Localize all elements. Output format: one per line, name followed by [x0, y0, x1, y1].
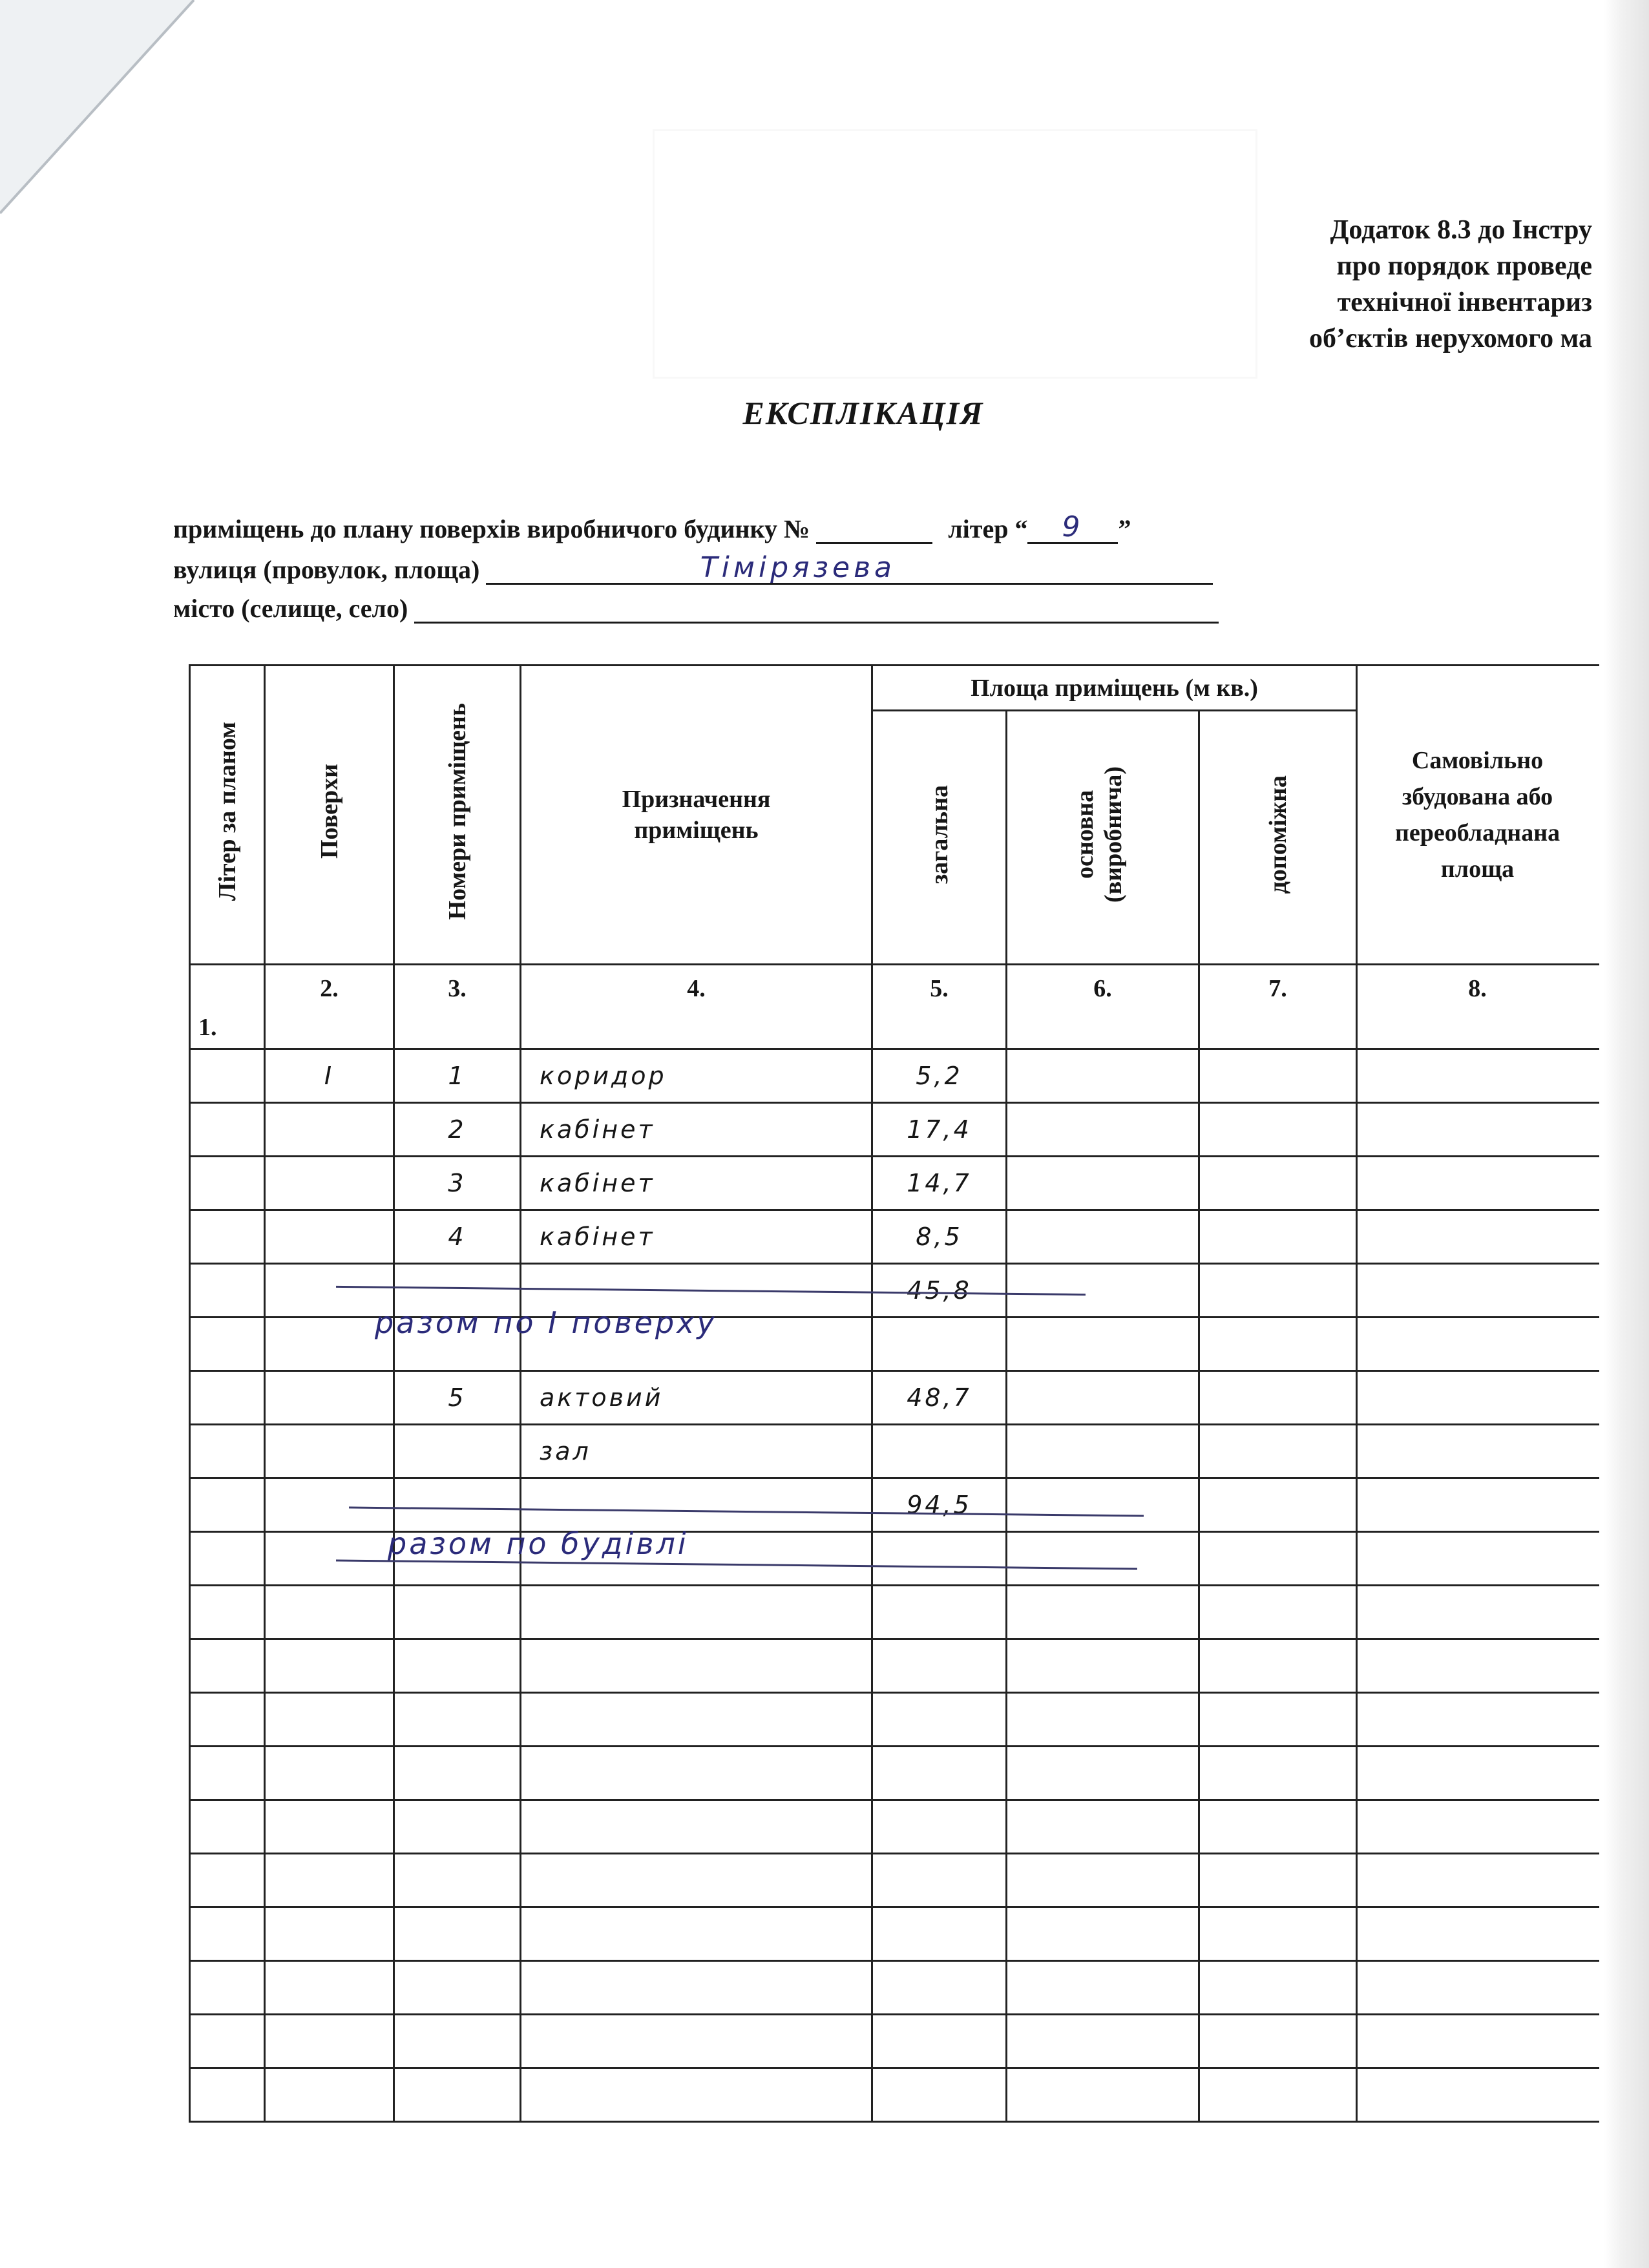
liter-field[interactable]	[1027, 510, 1118, 544]
cell-liter[interactable]	[190, 1318, 265, 1371]
table-row	[190, 2015, 1599, 2068]
liter-label: літер “	[948, 514, 1028, 543]
cell-liter[interactable]	[190, 1371, 265, 1425]
cell-total[interactable]	[872, 1854, 1007, 1907]
cell-aux[interactable]	[1199, 2015, 1357, 2068]
cell-main[interactable]	[1007, 2015, 1199, 2068]
cell-purpose[interactable]	[521, 1478, 872, 1532]
cell-purpose[interactable]	[521, 1693, 872, 1747]
cell-liter[interactable]	[190, 1747, 265, 1800]
cell-unauth[interactable]	[1357, 1854, 1599, 1907]
cell-purpose[interactable]	[521, 2015, 872, 2068]
cell-number[interactable]	[394, 2015, 521, 2068]
cell-main[interactable]	[1007, 1103, 1199, 1157]
cell-purpose[interactable]	[521, 1747, 872, 1800]
page-edge-shadow	[1604, 0, 1649, 2268]
cell-aux[interactable]	[1199, 1478, 1357, 1532]
cell-main[interactable]	[1007, 1854, 1199, 1907]
cell-floor[interactable]: I	[265, 1049, 394, 1103]
cell-unauth[interactable]	[1357, 2068, 1599, 2122]
cell-purpose[interactable]: зал	[521, 1425, 872, 1478]
cell-purpose[interactable]	[521, 1586, 872, 1639]
cell-total[interactable]	[872, 2068, 1007, 2122]
cell-unauth[interactable]	[1357, 1586, 1599, 1639]
col-number-5: 5.	[872, 965, 1007, 1049]
cell-unauth[interactable]	[1357, 2015, 1599, 2068]
cell-purpose[interactable]: кабінет	[521, 1157, 872, 1210]
cell-floor[interactable]	[265, 1639, 394, 1693]
cell-main[interactable]	[1007, 1371, 1199, 1425]
cell-unauth[interactable]	[1357, 1210, 1599, 1264]
cell-number[interactable]: 2	[394, 1103, 521, 1157]
cell-aux[interactable]	[1199, 1961, 1357, 2015]
table-row	[190, 1478, 1599, 1532]
cell-main[interactable]	[1007, 1907, 1199, 1961]
cell-main[interactable]	[1007, 1049, 1199, 1103]
addendum-line-3: технічної інвентариз	[1337, 288, 1592, 317]
cell-unauth[interactable]	[1357, 1371, 1599, 1425]
cell-aux[interactable]	[1199, 1264, 1357, 1318]
cell-unauth[interactable]	[1357, 1478, 1599, 1532]
column-number-row	[190, 965, 1599, 1049]
cell-number[interactable]: 4	[394, 1210, 521, 1264]
cell-unauth[interactable]	[1357, 1907, 1599, 1961]
cell-aux[interactable]	[1199, 1210, 1357, 1264]
cell-main[interactable]	[1007, 1157, 1199, 1210]
cell-floor[interactable]	[265, 1210, 394, 1264]
addendum-line-2: про порядок проведе	[1336, 251, 1592, 281]
cell-purpose[interactable]: актовий	[521, 1371, 872, 1425]
cell-number[interactable]: 3	[394, 1157, 521, 1210]
cell-unauth[interactable]	[1357, 1318, 1599, 1371]
cell-floor[interactable]	[265, 1371, 394, 1425]
table-row	[190, 1586, 1599, 1639]
cell-floor[interactable]	[265, 1478, 394, 1532]
cell-unauth[interactable]	[1357, 1157, 1599, 1210]
header-liter-text: Літер за планом	[213, 722, 241, 901]
header-total-text: загальна	[925, 784, 953, 884]
cell-liter[interactable]	[190, 1103, 265, 1157]
cell-unauth[interactable]	[1357, 1103, 1599, 1157]
cell-liter[interactable]	[190, 1264, 265, 1318]
cell-aux[interactable]	[1199, 1425, 1357, 1478]
explication-table	[189, 664, 1599, 2123]
addendum-reference	[1309, 212, 1592, 357]
table-row	[190, 1157, 1599, 1210]
cell-main[interactable]	[1007, 1693, 1199, 1747]
cell-purpose[interactable]	[521, 1800, 872, 1854]
cell-unauth[interactable]	[1357, 1693, 1599, 1747]
header-purpose-text: Призначення приміщень	[622, 786, 771, 844]
cell-total[interactable]	[872, 1800, 1007, 1854]
cell-liter[interactable]	[190, 1800, 265, 1854]
cell-unauth[interactable]	[1357, 1961, 1599, 2015]
table-row	[190, 1961, 1599, 2015]
cell-number[interactable]	[394, 1639, 521, 1693]
cell-aux[interactable]	[1199, 1157, 1357, 1210]
cell-main[interactable]	[1007, 2068, 1199, 2122]
table-row	[190, 1800, 1599, 1854]
cell-total[interactable]: 48,7	[872, 1371, 1007, 1425]
cell-main[interactable]	[1007, 1318, 1199, 1371]
cell-total[interactable]	[872, 1318, 1007, 1371]
col-number-2: 2.	[265, 965, 394, 1049]
header-unauthorized	[1357, 666, 1599, 965]
cell-total[interactable]	[872, 1639, 1007, 1693]
cell-floor[interactable]	[265, 1586, 394, 1639]
cell-number[interactable]	[394, 1478, 521, 1532]
cell-total[interactable]	[872, 1586, 1007, 1639]
cell-liter[interactable]	[190, 1854, 265, 1907]
header-main-text: основна (виробнича)	[1071, 766, 1127, 903]
subtotal-floor-label: разом по I поверху	[375, 1305, 717, 1340]
cell-purpose[interactable]	[521, 1961, 872, 2015]
cell-aux[interactable]	[1199, 1800, 1357, 1854]
cell-purpose[interactable]	[521, 2068, 872, 2122]
cell-main[interactable]	[1007, 1800, 1199, 1854]
table-row	[190, 1693, 1599, 1747]
cell-floor[interactable]	[265, 2015, 394, 2068]
table-row	[190, 1639, 1599, 1693]
cell-floor[interactable]	[265, 1532, 394, 1586]
table-row	[190, 1049, 1599, 1103]
folded-corner	[0, 0, 246, 233]
cell-liter[interactable]	[190, 2015, 265, 2068]
cell-unauth[interactable]	[1357, 1425, 1599, 1478]
cell-aux[interactable]	[1199, 1907, 1357, 1961]
table-row	[190, 1854, 1599, 1907]
cell-number[interactable]	[394, 1961, 521, 2015]
cell-number[interactable]	[394, 1586, 521, 1639]
cell-liter[interactable]	[190, 1961, 265, 2015]
cell-total[interactable]	[872, 1747, 1007, 1800]
cell-aux[interactable]	[1199, 1371, 1357, 1425]
cell-total[interactable]	[872, 1425, 1007, 1478]
cell-liter[interactable]	[190, 1639, 265, 1693]
cell-total[interactable]	[872, 1693, 1007, 1747]
cell-total[interactable]: 17,4	[872, 1103, 1007, 1157]
city-field[interactable]	[414, 600, 1219, 624]
cell-number[interactable]	[394, 2068, 521, 2122]
cell-number[interactable]	[394, 1747, 521, 1800]
cell-number[interactable]: 5	[394, 1371, 521, 1425]
header-auxiliary-text: допоміжна	[1264, 775, 1292, 894]
col-number-6: 6.	[1007, 965, 1199, 1049]
cell-liter[interactable]	[190, 1210, 265, 1264]
header-floors	[265, 666, 394, 965]
col-number-3: 3.	[394, 965, 521, 1049]
premises-label: приміщень до плану поверхів виробничого будинку №	[173, 514, 810, 543]
cell-liter[interactable]	[190, 1478, 265, 1532]
cell-floor[interactable]	[265, 1103, 394, 1157]
document-title: ЕКСПЛІКАЦІЯ	[742, 395, 984, 431]
cell-aux[interactable]	[1199, 1103, 1357, 1157]
cell-total[interactable]: 45,8	[872, 1264, 1007, 1318]
header-unauthorized-text: Самовільно збудована або переобладнана площа	[1394, 747, 1560, 883]
cell-liter[interactable]	[190, 1157, 265, 1210]
header-main	[1007, 711, 1199, 965]
cell-main[interactable]	[1007, 1425, 1199, 1478]
street-field[interactable]	[486, 551, 1213, 585]
cell-floor[interactable]	[265, 1907, 394, 1961]
cell-floor[interactable]	[265, 1693, 394, 1747]
cell-total[interactable]	[872, 1961, 1007, 2015]
cell-liter[interactable]	[190, 1425, 265, 1478]
cell-main[interactable]	[1007, 1478, 1199, 1532]
cell-total[interactable]: 8,5	[872, 1210, 1007, 1264]
cell-purpose[interactable]: кабінет	[521, 1210, 872, 1264]
cell-liter[interactable]	[190, 1586, 265, 1639]
header-auxiliary	[1199, 711, 1357, 965]
header-room-numbers	[394, 666, 521, 965]
header-liter	[190, 666, 265, 965]
cell-number[interactable]	[394, 1425, 521, 1478]
street-label: вулиця (провулок, площа)	[173, 555, 480, 584]
cell-floor[interactable]	[265, 1747, 394, 1800]
cell-number[interactable]	[394, 1693, 521, 1747]
cell-unauth[interactable]	[1357, 1049, 1599, 1103]
cell-number[interactable]	[394, 1854, 521, 1907]
faded-stamp	[653, 129, 1257, 379]
col-number-1: 1.	[190, 965, 265, 1049]
building-number-field[interactable]	[816, 520, 932, 544]
cell-aux[interactable]	[1199, 1049, 1357, 1103]
table-row	[190, 1425, 1599, 1478]
street-value: Тімірязева	[700, 551, 896, 584]
header-total	[872, 711, 1007, 965]
cell-number[interactable]	[394, 1907, 521, 1961]
cell-total[interactable]: 5,2	[872, 1049, 1007, 1103]
table-row	[190, 1907, 1599, 1961]
city-line	[173, 593, 1219, 624]
col-number-7: 7.	[1199, 965, 1357, 1049]
cell-liter[interactable]	[190, 1907, 265, 1961]
street-line	[173, 551, 1213, 585]
addendum-line-1: Додаток 8.3 до Інстру	[1330, 215, 1592, 245]
cell-floor[interactable]	[265, 1961, 394, 2015]
liter-value: 9	[1062, 510, 1084, 543]
cell-purpose[interactable]	[521, 1639, 872, 1693]
cell-floor[interactable]	[265, 1800, 394, 1854]
table-row	[190, 1371, 1599, 1425]
cell-purpose[interactable]	[521, 1854, 872, 1907]
cell-main[interactable]	[1007, 1264, 1199, 1318]
table-body	[190, 1049, 1599, 2122]
col-number-4: 4.	[521, 965, 872, 1049]
table-row	[190, 1103, 1599, 1157]
cell-total[interactable]: 14,7	[872, 1157, 1007, 1210]
addendum-line-4: об’єктів нерухомого ма	[1309, 324, 1592, 353]
header-purpose	[521, 666, 872, 965]
cell-unauth[interactable]	[1357, 1532, 1599, 1586]
header-area-group: Площа приміщень (м кв.)	[872, 666, 1357, 711]
cell-aux[interactable]	[1199, 1639, 1357, 1693]
cell-number[interactable]	[394, 1800, 521, 1854]
cell-unauth[interactable]	[1357, 1800, 1599, 1854]
cell-liter[interactable]	[190, 2068, 265, 2122]
cell-aux[interactable]	[1199, 1586, 1357, 1639]
cell-floor[interactable]	[265, 2068, 394, 2122]
cell-aux[interactable]	[1199, 1854, 1357, 1907]
cell-floor[interactable]	[265, 1425, 394, 1478]
cell-total[interactable]	[872, 1532, 1007, 1586]
city-label: місто (селище, село)	[173, 594, 408, 623]
header-floors-text: Поверхи	[315, 764, 343, 859]
cell-floor[interactable]	[265, 1157, 394, 1210]
cell-total[interactable]: 94,5	[872, 1478, 1007, 1532]
cell-total[interactable]	[872, 2015, 1007, 2068]
cell-total[interactable]	[872, 1907, 1007, 1961]
cell-aux[interactable]	[1199, 1532, 1357, 1586]
cell-main[interactable]	[1007, 1586, 1199, 1639]
liter-close-quote: ”	[1118, 514, 1131, 543]
cell-aux[interactable]	[1199, 1693, 1357, 1747]
cell-purpose[interactable]: кабінет	[521, 1103, 872, 1157]
cell-main[interactable]	[1007, 1639, 1199, 1693]
cell-liter[interactable]	[190, 1693, 265, 1747]
cell-purpose[interactable]: коридор	[521, 1049, 872, 1103]
cell-aux[interactable]	[1199, 1747, 1357, 1800]
col-number-8: 8.	[1357, 965, 1599, 1049]
cell-liter[interactable]	[190, 1049, 265, 1103]
cell-main[interactable]	[1007, 1210, 1199, 1264]
cell-main[interactable]	[1007, 1961, 1199, 2015]
cell-unauth[interactable]	[1357, 1747, 1599, 1800]
cell-main[interactable]	[1007, 1532, 1199, 1586]
total-building-label: разом по будівлі	[388, 1526, 689, 1561]
cell-unauth[interactable]	[1357, 1264, 1599, 1318]
cell-number[interactable]: 1	[394, 1049, 521, 1103]
header-room-numbers-text: Номери приміщень	[443, 703, 471, 920]
cell-liter[interactable]	[190, 1532, 265, 1586]
cell-floor[interactable]	[265, 1854, 394, 1907]
cell-unauth[interactable]	[1357, 1639, 1599, 1693]
table-row	[190, 2068, 1599, 2122]
cell-main[interactable]	[1007, 1747, 1199, 1800]
premises-line	[173, 510, 1131, 545]
cell-aux[interactable]	[1199, 2068, 1357, 2122]
cell-aux[interactable]	[1199, 1318, 1357, 1371]
cell-purpose[interactable]	[521, 1907, 872, 1961]
table-row	[190, 1747, 1599, 1800]
table-row	[190, 1210, 1599, 1264]
